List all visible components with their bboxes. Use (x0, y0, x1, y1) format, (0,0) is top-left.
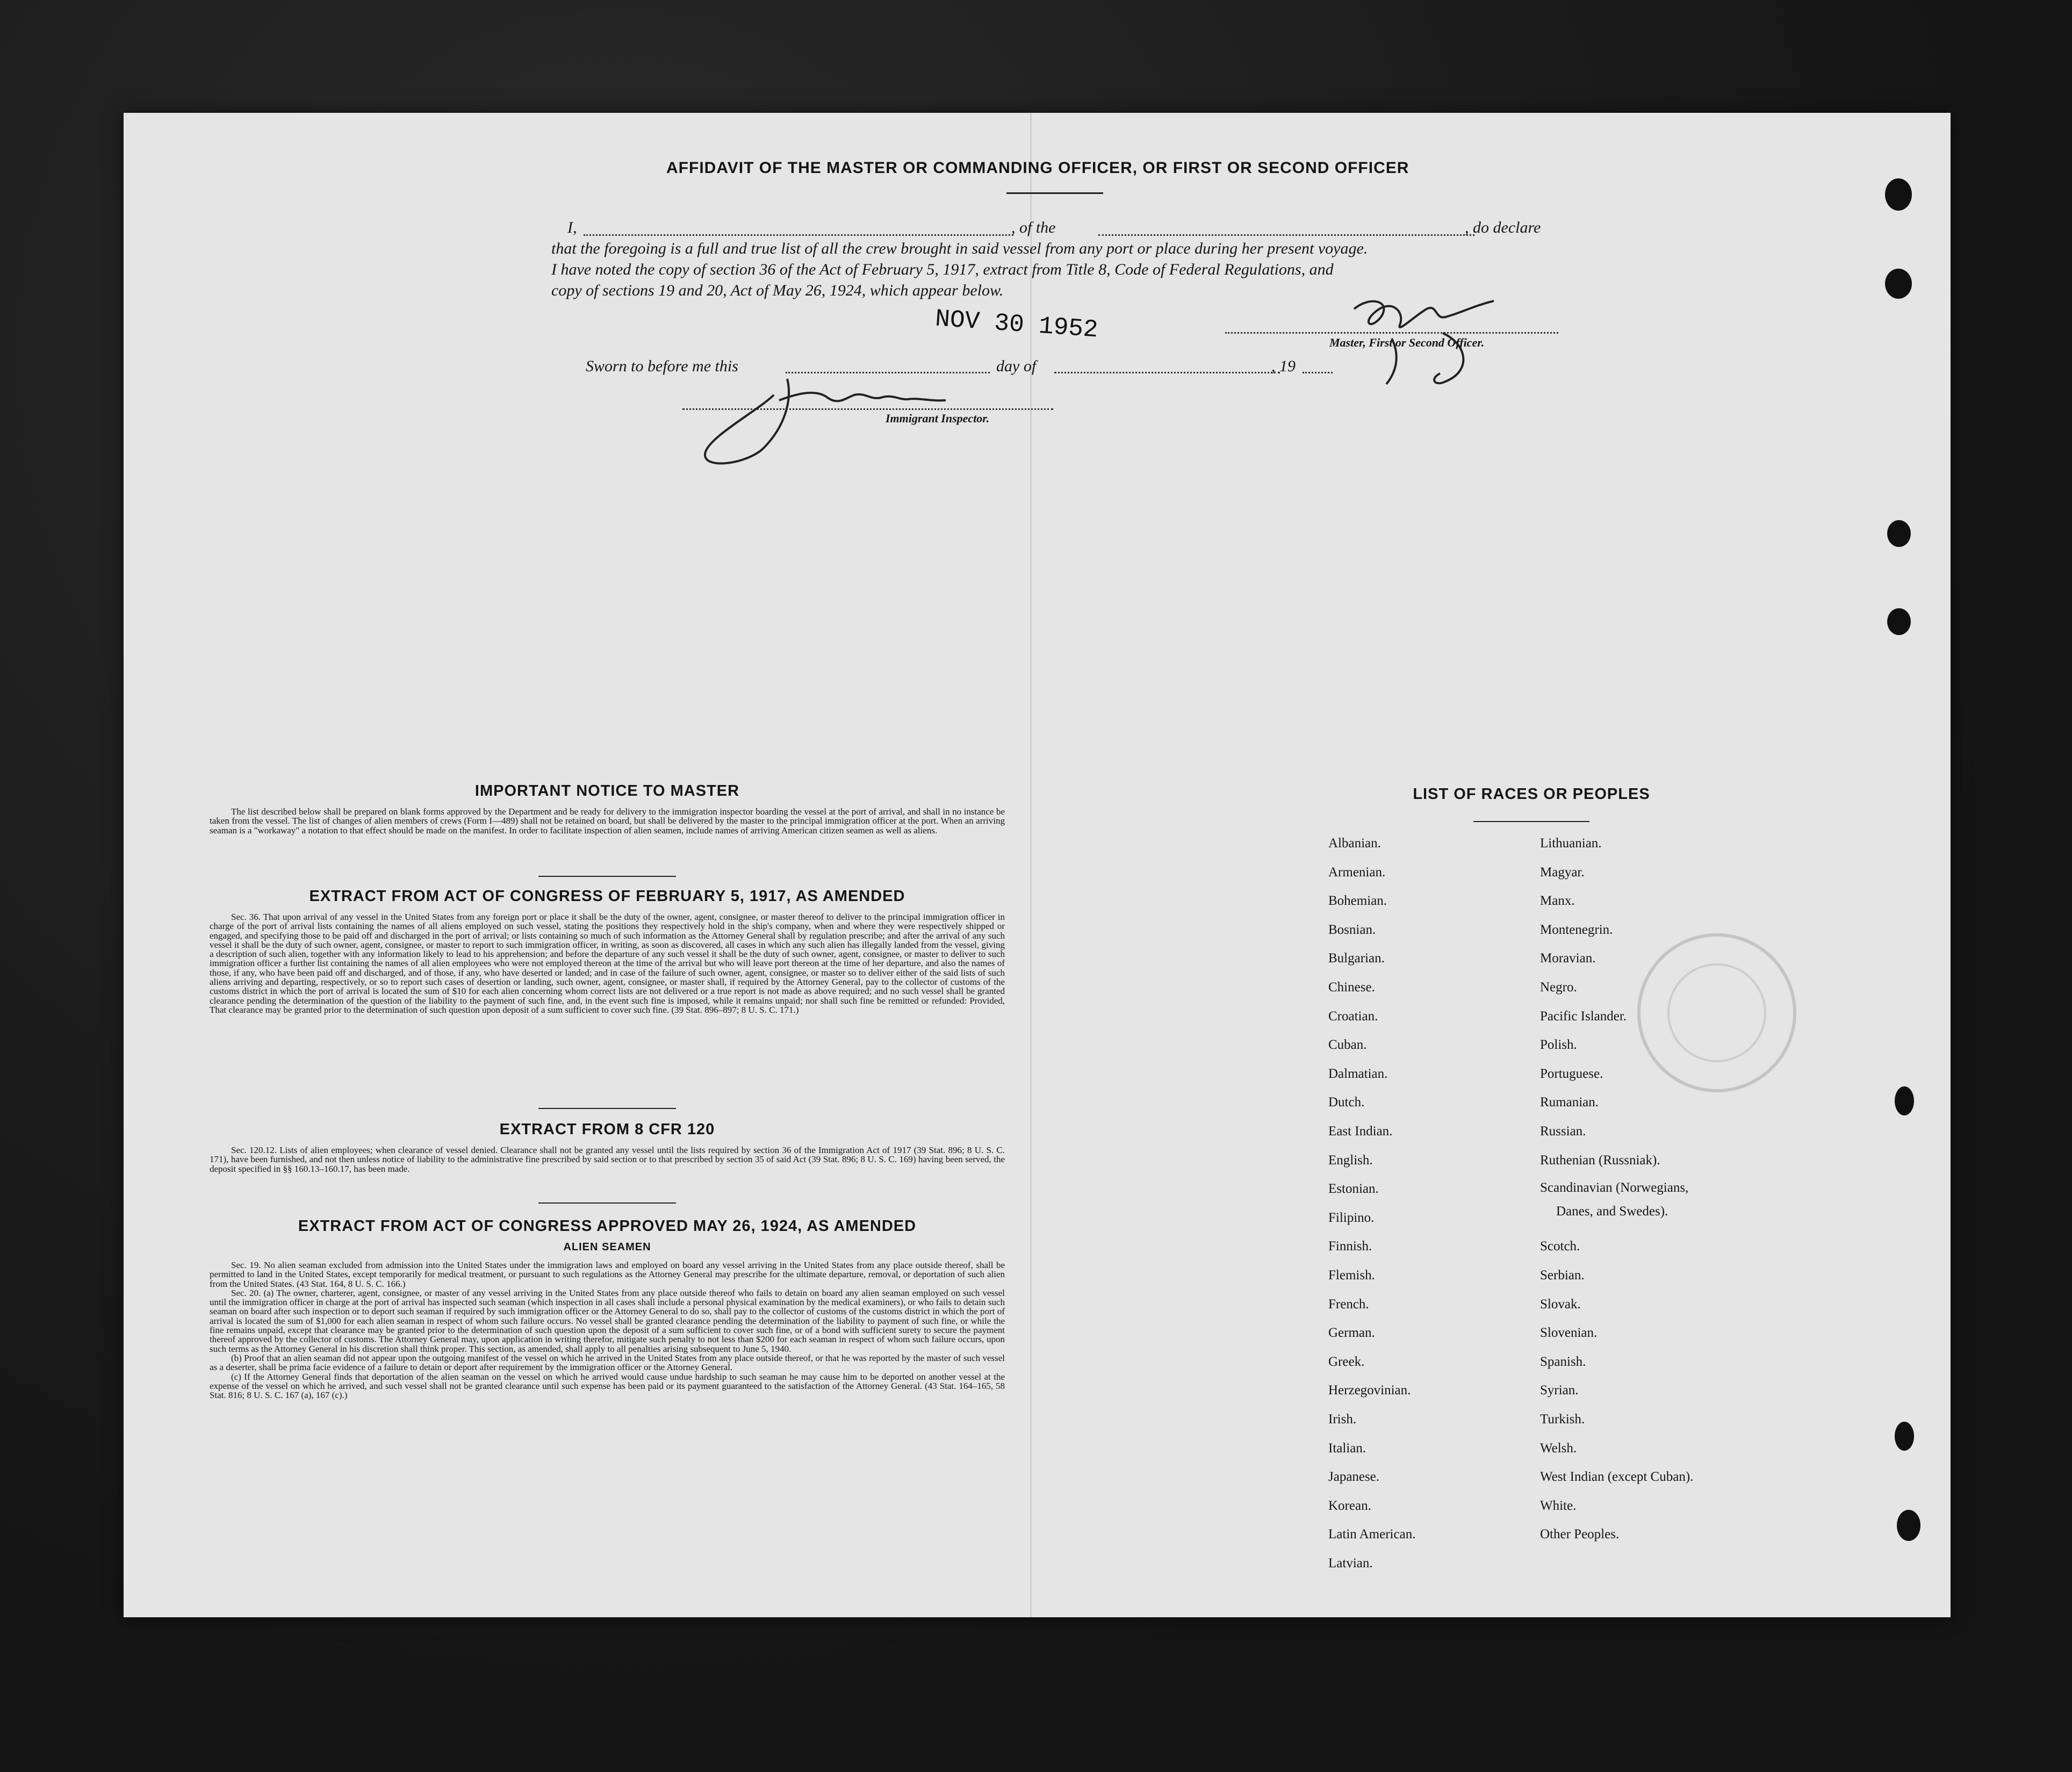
punch-hole (1885, 178, 1912, 211)
master-caption: Master, First or Second Officer. (1329, 336, 1485, 349)
race-item: Danes, and Swedes). (1556, 1204, 1668, 1219)
race-item: Manx. (1540, 894, 1575, 909)
race-item: Latvian. (1328, 1556, 1373, 1571)
race-item: Rumanian. (1540, 1095, 1599, 1110)
race-item: West Indian (except Cuban). (1540, 1470, 1694, 1485)
year-label: , 19 (1271, 357, 1296, 375)
notice-body (210, 807, 1005, 835)
race-item: Albanian. (1328, 836, 1381, 851)
race-item: Italian. (1328, 1440, 1366, 1456)
section-divider (538, 1108, 676, 1109)
inspector-signature (693, 368, 994, 470)
section-divider (538, 876, 676, 877)
race-item: Korean. (1328, 1498, 1371, 1513)
race-item: Dalmatian. (1328, 1066, 1388, 1081)
race-item: Japanese. (1328, 1470, 1380, 1485)
sworn-month-field (1054, 372, 1280, 373)
race-item: White. (1540, 1498, 1577, 1513)
race-item: Portuguese. (1540, 1066, 1603, 1081)
alien-seamen-subtitle: ALIEN SEAMEN (563, 1241, 651, 1253)
race-item: Ruthenian (Russniak). (1540, 1152, 1660, 1168)
race-item: Flemish. (1328, 1268, 1375, 1283)
section-19-paragraph: Sec. 19. No alien seaman excluded from admission into the United States under the immigration laws and employed on board any vessel arriving in the United States from any place outside thereof, shall be permitted to land in the United States, except temporarily for medical treatment, or pursuant to such regulations as the Attorney General may prescribe for the ultimate departure, removal, or deportation of such alien from the United States. (43 Stat. 164, 8 U. S. C. 166.) (210, 1260, 1005, 1289)
section-120-paragraph: Sec. 120.12. Lists of alien employees; when clearance of vessel denied. Clearance shall not be granted any vessel until the lists required by section 36 of the Immigration Act of 1917 (39 Stat. 896; 8 U. S. C. 171), have been furnished, and not then unless notice of liability to the administrative fine prescribed by said section or to that prescribed by section 35 of said Act (39 Stat. 896; 8 U. S. C. 169) having been served, the deposit specified in §§ 160.13–160.17, has been made. (210, 1145, 1005, 1174)
race-item: Polish. (1540, 1038, 1577, 1053)
sworn-label: Sworn to before me this (586, 357, 738, 375)
race-item: Bosnian. (1328, 922, 1376, 937)
notice-paragraph: The list described below shall be prepared on blank forms approved by the Department and be ready for delivery to the immigration inspector boarding the vessel at the port of arrival, and shall in no instance be taken from the vessel. The list of changes of alien members of crews (Form I—489) shall not be retained on board, but shall be delivered by the master to the principal immigration officer at the port. When an arriving seaman is a "workaway" a notation to that effect should be made on the manifest. In order to facilitate inspection of alien seamen, include names of arriving American citizen seamen as well as aliens. (210, 806, 1005, 835)
race-item: Greek. (1328, 1354, 1365, 1369)
extract-1924-body (210, 1260, 1005, 1400)
punch-hole (1895, 1422, 1914, 1451)
affidavit-title: AFFIDAVIT OF THE MASTER OR COMMANDING OFFICER, OR FIRST OR SECOND OFFICER (666, 159, 1409, 177)
race-item: Finnish. (1328, 1239, 1372, 1254)
races-divider (1473, 821, 1589, 822)
race-item: Herzegovinian. (1328, 1383, 1411, 1398)
punch-hole (1887, 608, 1911, 635)
race-item: Scandinavian (Norwegians, (1540, 1180, 1689, 1195)
race-item: Dutch. (1328, 1095, 1365, 1110)
punch-hole (1887, 520, 1911, 547)
section-36-paragraph: Sec. 36. That upon arrival of any vessel in the United States from any foreign port or place it shall be the duty of the owner, agent, consignee, or master thereof to deliver to the principal immigration officer in charge of the port of arrival lists containing the names of all aliens employed on such vessel, stating the positions they respectively hold in the ship's company, when and where they were respectively shipped or engaged, and specifying those to be paid off and discharged in the port of arrival; or lists containing so much of such information as the Attorney General shall by regulation prescribe; and after the arrival of any such vessel it shall be the duty of such owner, agent, consignee, or master to report to such immigration officer, in writing, as soon as discovered, all cases in which any such alien has illegally landed from the vessel, giving a description of such alien, together with any information likely to lead to his apprehension; and before the departure of any such vessel it shall be the duty of such owner, agent, consignee, or master to deliver to such immigration officer a further list containing the names of all alien employees who were not employed thereon at the time of the arrival but who will leave port thereon at the time of her departure, and also the names of those, if any, who have been paid off and discharged, and of those, if any, who have deserted or landed; and in case of the failure of such owner, agent, consignee, or master so to deliver either of the said lists of such aliens arriving and departing, respectively, or so to report such cases of desertion or landing, such owner, agent, consignee, or master shall, if required by the Attorney General, pay to the collector of customs of the customs district in which the port of arrival is located the sum of $10 for each alien concerning whom correct lists are not delivered or a true report is not made as above required; and no such vessel shall be granted clearance pending the determination of the question of the liability to the payment of such fine, and, in the event such fine is imposed, while it remains unpaid; nor shall such fine be remitted or refunded: Provided, That clearance may be granted prior to the determination of such question upon deposit of a sum sufficient to cover such fine. (39 Stat. 896–897; 8 U. S. C. 171.) (210, 912, 1005, 1015)
race-item: Syrian. (1540, 1383, 1579, 1398)
day-of-label: day of (996, 357, 1037, 375)
race-item: Croatian. (1328, 1009, 1378, 1024)
race-item: Latin American. (1328, 1527, 1416, 1542)
race-item: French. (1328, 1296, 1369, 1312)
race-item: East Indian. (1328, 1124, 1393, 1139)
extract-1924-title: EXTRACT FROM ACT OF CONGRESS APPROVED MAY 26, 1924, AS AMENDED (298, 1218, 917, 1235)
race-item: Scotch. (1540, 1239, 1580, 1254)
race-item: Welsh. (1540, 1440, 1577, 1456)
race-item: Russian. (1540, 1124, 1586, 1139)
races-title: LIST OF RACES OR PEOPLES (1413, 786, 1650, 803)
name-field (584, 234, 1013, 236)
section-20a-paragraph: Sec. 20. (a) The owner, charterer, agent, consignee, or master of any vessel arriving in the United States from any place outside thereof who fails to detain on board any alien seaman employed on such vessel until the immigration officer in charge at the port of arrival has inspected such seaman (which inspection in all cases shall include a personal physical examination by the medical examiners), or who fails to detain such seaman on board after such inspection or to deport such seaman if required by such immigration officer or the Attorney General to do so, shall pay to the collector of customs of the customs district in which the port of arrival is located the sum of $1,000 for each alien seaman in respect of whom such failure occurs. No vessel shall be granted clearance pending the determination of the liability to payment of such fine, or while the fine remains unpaid, except that clearance may be granted prior to the determination of such question upon the deposit of a sum sufficient to cover such fine, or of a bond with sufficient surety to secure the payment thereof approved by the collector of customs. The Attorney General may, upon application in writing therefor, mitigate such penalty to not less than $200 for each seaman in respect of whom such failure occurs, upon such terms as the Attorney General in his discretion shall think proper. This section, as amended, shall apply to all penalties arising subsequent to June 5, 1940. (210, 1287, 1005, 1354)
race-item: Other Peoples. (1540, 1527, 1620, 1542)
vessel-field (1098, 234, 1474, 236)
declaration-line-3: I have noted the copy of section 36 of the Act of February 5, 1917, extract from Title 8, Code of Federal Regulations, and (551, 261, 1334, 278)
punch-hole (1885, 269, 1912, 299)
extract-1917-title: EXTRACT FROM ACT OF CONGRESS OF FEBRUARY 5, 1917, AS AMENDED (309, 888, 905, 905)
master-signature (1311, 279, 1537, 392)
race-item: German. (1328, 1326, 1375, 1341)
race-item: Montenegrin. (1540, 922, 1613, 937)
race-item: Slovak. (1540, 1296, 1581, 1312)
section-divider (538, 1202, 676, 1204)
race-item: Spanish. (1540, 1354, 1586, 1369)
race-item: Magyar. (1540, 865, 1585, 880)
date-stamp: NOV 30 1952 (934, 305, 1099, 344)
section-20c-paragraph: (c) If the Attorney General finds that deportation of the alien seaman on the vessel on which he arrived would cause undue hardship to such seaman he may cause him to be deported on another vessel at the expense of the vessel on which he arrived, and such vessel shall not be granted clearance until such expense has been paid or its payment guaranteed to the satisfaction of the Attorney General. (43 Stat. 164–165, 58 Stat. 816; 8 U. S. C. 167 (a), 167 (c).) (210, 1371, 1005, 1401)
declaration-line-2: that the foregoing is a full and true list of all the crew brought in said vessel from any port or place during her present voyage. (551, 240, 1368, 257)
extract-1917-body (210, 912, 1005, 1014)
race-item: Moravian. (1540, 951, 1596, 966)
inspector-caption: Immigrant Inspector. (886, 412, 990, 425)
of-the-label: , of the (1011, 219, 1056, 236)
race-item: Chinese. (1328, 980, 1375, 995)
race-item: English. (1328, 1152, 1373, 1168)
declaration-line-4: copy of sections 19 and 20, Act of May 26, 1924, which appear below. (551, 282, 1004, 299)
race-item: Slovenian. (1540, 1326, 1598, 1341)
race-item: Cuban. (1328, 1038, 1367, 1053)
race-item: Turkish. (1540, 1412, 1585, 1427)
punch-hole (1897, 1510, 1920, 1541)
notice-title: IMPORTANT NOTICE TO MASTER (474, 782, 740, 799)
race-item: Bohemian. (1328, 894, 1387, 909)
race-item: Lithuanian. (1540, 836, 1602, 851)
race-item: Filipino. (1328, 1210, 1375, 1225)
faint-seal (1628, 924, 1805, 1101)
section-20b-paragraph: (b) Proof that an alien seaman did not appear upon the outgoing manifest of the vessel on which he arrived in the United States from any place outside thereof, or that he was reported by the master of such vessel as a deserter, shall be prima facie evidence of a failure to detain or deport after requirement by the immigration officer or the Attorney General. (210, 1352, 1005, 1373)
extract-cfr-body (210, 1146, 1005, 1173)
punch-hole (1895, 1086, 1914, 1115)
race-item: Bulgarian. (1328, 951, 1385, 966)
race-item: Irish. (1328, 1412, 1357, 1427)
declaration-line-1: I, (567, 219, 577, 236)
race-item: Pacific Islander. (1540, 1009, 1627, 1024)
title-divider (1006, 192, 1103, 194)
race-item: Estonian. (1328, 1182, 1379, 1197)
race-item: Serbian. (1540, 1268, 1585, 1283)
race-item: Negro. (1540, 980, 1577, 995)
race-item: Armenian. (1328, 865, 1386, 880)
extract-cfr-title: EXTRACT FROM 8 CFR 120 (499, 1121, 715, 1138)
do-declare-label: , do declare (1465, 219, 1541, 236)
